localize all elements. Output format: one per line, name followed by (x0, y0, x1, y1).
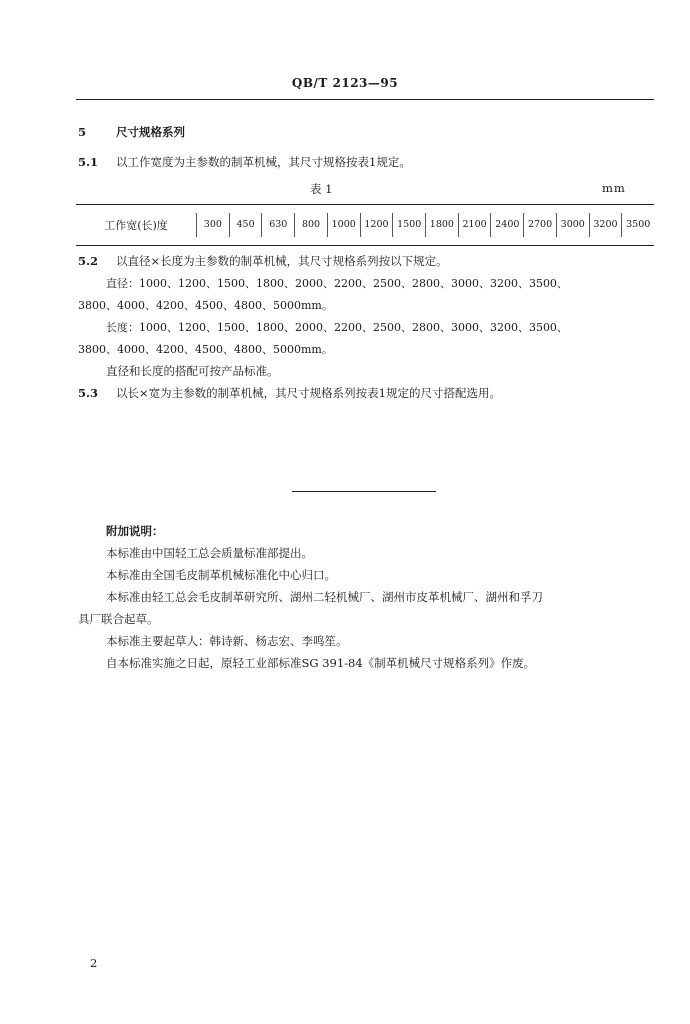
diameter-line-2: 3800、4000、4200、4500、4800、5000mm。 (78, 299, 333, 312)
table-cell: 3200 (589, 213, 622, 237)
table-cell: 450 (229, 213, 262, 237)
table-1-unit: mm (602, 181, 626, 195)
section-5-heading (78, 125, 185, 140)
length-line-1: 长度：1000、1200、1500、1800、2000、2200、2500、2800、3000、3200、3500、 (106, 321, 568, 334)
section-5-1-number: 5.1 (78, 155, 99, 169)
page-number: 2 (90, 956, 98, 970)
table-1 (76, 204, 654, 246)
table-1-caption: 表 1 (310, 182, 333, 196)
table-cell: 2700 (523, 213, 556, 237)
header-divider (76, 99, 654, 100)
section-5-2 (78, 254, 448, 269)
table-1-header: 工作宽(长)度 (104, 219, 168, 232)
section-5-1 (78, 155, 411, 170)
appendix-title: 附加说明： (106, 524, 164, 538)
end-of-text-rule (292, 491, 436, 492)
table-cell: 800 (294, 213, 327, 237)
table-cell: 1200 (360, 213, 393, 237)
combination-note: 直径和长度的搭配可按产品标准。 (106, 364, 279, 378)
length-line-2: 3800、4000、4200、4500、4800、5000mm。 (78, 343, 333, 356)
appendix-line-1: 本标准由中国轻工总会质量标准部提出。 (106, 546, 313, 560)
table-1-values (196, 205, 654, 245)
table-cell: 3000 (556, 213, 589, 237)
appendix-line-2: 本标准由全国毛皮制革机械标准化中心归口。 (106, 568, 336, 582)
table-cell: 1000 (327, 213, 360, 237)
table-cell: 3500 (621, 213, 654, 237)
appendix-line-4: 本标准主要起草人：韩诗新、杨志宏、李鸣笙。 (106, 634, 348, 648)
section-5-number: 5 (78, 125, 87, 139)
table-cell: 2400 (490, 213, 523, 237)
appendix-line-5: 自本标准实施之日起，原轻工业部标准SG 391-84《制革机械尺寸规格系列》作废。 (106, 656, 536, 670)
appendix-line-3a: 本标准由轻工总会毛皮制革研究所、湖州二轻机械厂、湖州市皮革机械厂、湖州和孚刀 (106, 590, 543, 604)
table-cell: 630 (261, 213, 294, 237)
table-cell: 300 (196, 213, 229, 237)
section-5-3-number: 5.3 (78, 386, 99, 400)
section-5-2-text: 以直径×长度为主参数的制革机械，其尺寸规格系列按以下规定。 (116, 254, 448, 268)
table-cell: 1500 (392, 213, 425, 237)
appendix-line-3b: 具厂联合起草。 (78, 612, 159, 626)
standard-code-header: QB/T 2123—95 (291, 76, 399, 90)
section-5-1-text: 以工作宽度为主参数的制革机械，其尺寸规格按表1规定。 (116, 155, 411, 169)
table-cell: 2100 (458, 213, 491, 237)
diameter-line-1: 直径：1000、1200、1500、1800、2000、2200、2500、2800、3000、3200、3500、 (106, 277, 568, 290)
section-5-title: 尺寸规格系列 (116, 125, 185, 139)
table-cell: 1800 (425, 213, 458, 237)
section-5-3 (78, 386, 501, 401)
section-5-2-number: 5.2 (78, 254, 99, 268)
section-5-3-text: 以长×宽为主参数的制革机械，其尺寸规格系列按表1规定的尺寸搭配选用。 (116, 386, 501, 400)
